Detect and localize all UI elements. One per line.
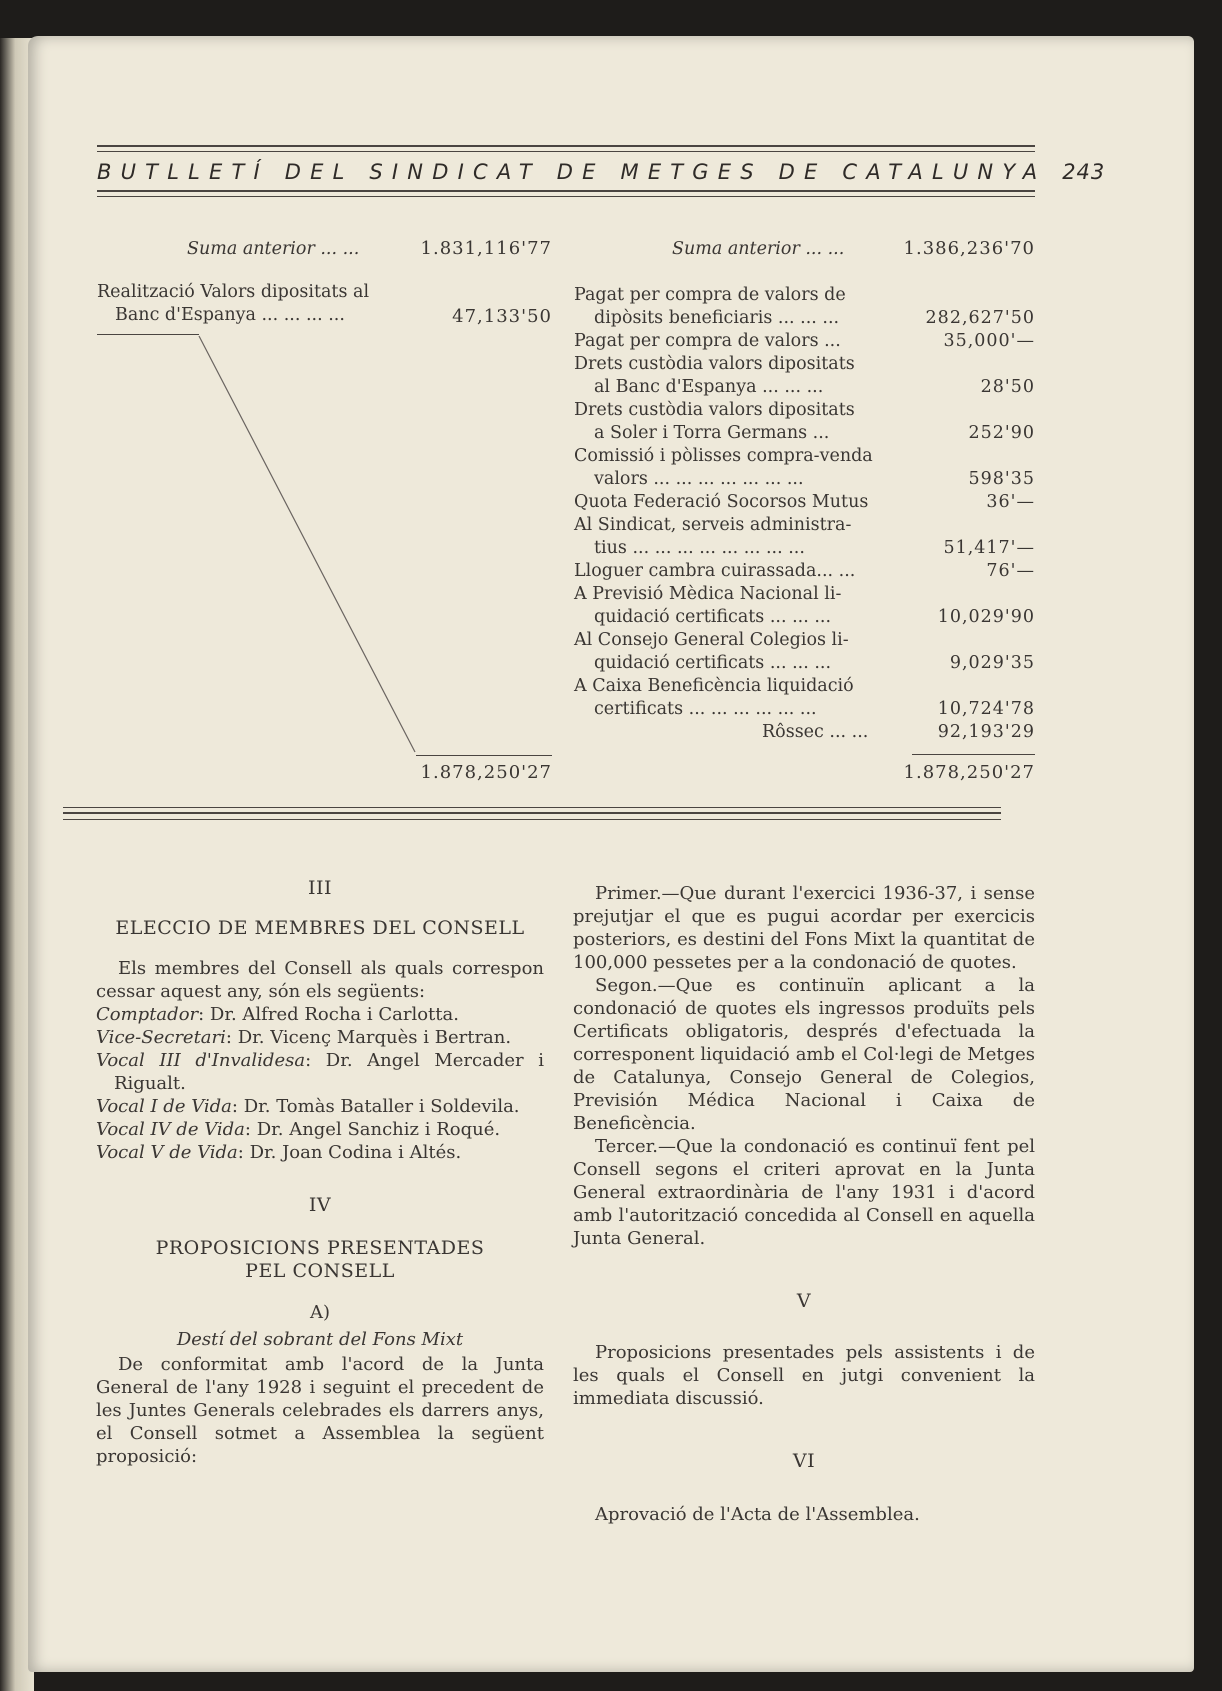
member-name: : Dr. Alfred Rocha i Carlotta.: [198, 1004, 459, 1025]
right-suma-value: 1.386,236'70: [903, 238, 1035, 259]
rv-spacer: [880, 583, 1035, 606]
ri-10-l1: A Caixa Beneficència liquidació: [574, 676, 854, 696]
rv-spacer: [880, 284, 1035, 307]
section-rule-3: [63, 819, 1001, 820]
member-name: : Dr. Vicenç Marquès i Bertran.: [225, 1027, 512, 1048]
rv-2: 28'50: [980, 377, 1035, 397]
header-rule-top-thin: [97, 151, 1035, 152]
ri-1-l1: Pagat per compra de valors ...: [574, 331, 841, 351]
section4-title-1: PROPOSICIONS PRESENTADES: [155, 1237, 485, 1259]
right-total-rule: [912, 754, 1035, 755]
left-item-line2: Banc d'Espanya ... ... ... ...: [115, 305, 345, 325]
header-rule-bottom-thin: [97, 196, 1035, 197]
right-items-values: [880, 284, 1035, 744]
ri-3-l2: a Soler i Torra Germans ...: [594, 423, 830, 443]
journal-title: BUTLLETÍ DEL SINDICAT DE METGES DE CATALUNYA: [97, 160, 1047, 184]
member-name: : Dr. Tomàs Bataller i Soldevila.: [231, 1096, 520, 1117]
section4-paragraph: De conformitat amb l'acord de la Junta General de l'any 1928 i seguint el precedent de les Juntes Generals celebrades els darrers anys, el Consell sotmet a Assemblea la següent proposició:: [96, 1354, 544, 1467]
section5-text: Proposicions presentades pels assistents i de les quals el Consell en jutgi convenient la immediata discussió.: [573, 1342, 1035, 1409]
section6-text: Aprovació de l'Acta de l'Assemblea.: [595, 1504, 920, 1525]
rv-spacer: [880, 629, 1035, 652]
rv-spacer: [880, 514, 1035, 537]
ri-3-l1: Drets custòdia valors dipositats: [574, 400, 855, 420]
section-rule-2: [63, 812, 1001, 814]
section4-subtitle: Destí del sobrant del Fons Mixt: [176, 1329, 464, 1350]
rv-spacer: [880, 675, 1035, 698]
rv-0: 282,627'50: [925, 308, 1035, 328]
left-total-rule: [416, 755, 552, 756]
left-column: [96, 877, 544, 1468]
section5-numeral: V: [796, 1290, 812, 1312]
right-suma-label: Suma anterior ... ...: [672, 239, 845, 259]
rv-spacer: [880, 353, 1035, 376]
rv-6: 51,417'—: [943, 538, 1035, 558]
right-items-labels: [574, 284, 894, 744]
member-role: Comptador: [96, 1004, 199, 1025]
right-total: 1.878,250'27: [903, 762, 1035, 783]
member-role: Vice-Secretari: [96, 1027, 226, 1048]
ri-4-l2: valors ... ... ... ... ... ... ...: [594, 469, 804, 489]
right-column: [573, 882, 1035, 1526]
section3-numeral: III: [307, 877, 333, 899]
ri-0-l2: dipòsits beneficiaris ... ... ...: [594, 308, 840, 328]
left-underline: [97, 334, 199, 335]
rv-3: 252'90: [968, 423, 1035, 443]
member-3: [96, 1095, 544, 1118]
diagonal-line: [199, 336, 415, 752]
header-rule-bottom: [97, 190, 1035, 192]
left-item-line1: Realització Valors dipositats al: [97, 282, 370, 302]
section-rule-1: [63, 807, 1001, 808]
member-role: Vocal III d'Invalidesa: [96, 1050, 306, 1071]
ri-9-l2: quidació certificats ... ... ...: [594, 653, 832, 673]
member-4: [96, 1118, 544, 1141]
section3-title: ELECCIO DE MEMBRES DEL CONSELL: [115, 917, 525, 939]
member-name: : Dr. Angel Mercader i Rigualt.: [114, 1050, 544, 1094]
left-filler-diagonal: [195, 332, 555, 757]
rv-11: 92,193'29: [937, 722, 1035, 742]
rv-7: 76'—: [986, 561, 1035, 581]
ri-2-l1: Drets custòdia valors dipositats: [574, 354, 855, 374]
journal-header: [97, 160, 1106, 184]
rv-5: 36'—: [986, 492, 1035, 512]
ri-6-l2: tius ... ... ... ... ... ... ... ...: [594, 538, 805, 558]
member-role: Vocal I de Vida: [96, 1096, 232, 1117]
ri-7-l1: Lloguer cambra cuirassada... ...: [574, 561, 856, 581]
proposal-primer: Primer.—Que durant l'exercici 1936-37, i sense prejutjar el que es pugui acordar per exercicis posteriors, es destini del Fons Mixt la quantitat de 100,000 pessetes per a la condonació de quotes.: [573, 883, 1035, 973]
ri-9-l1: Al Consejo General Colegios li-: [574, 630, 849, 650]
member-1: [96, 1026, 544, 1049]
ri-4-l1: Comissió i pòlisses compra-venda: [574, 446, 873, 466]
proposal-tercer: Tercer.—Que la condonació es continuï fent pel Consell segons el criteri aprovat en la Junta General extraordinària de l'any 1931 i d'acord amb l'autorització concedida al Consell en aquella Junta General.: [573, 1136, 1035, 1249]
left-item-value: 47,133'50: [452, 306, 552, 327]
member-name: : Dr. Joan Codina i Altés.: [237, 1142, 462, 1163]
section4-sub: A): [309, 1302, 331, 1323]
ri-2-l2: al Banc d'Espanya ... ... ...: [594, 377, 824, 397]
ri-8-l2: quidació certificats ... ... ...: [594, 607, 832, 627]
rv-10: 10,724'78: [937, 699, 1035, 719]
rv-1: 35,000'—: [943, 331, 1035, 351]
rv-4: 598'35: [968, 469, 1035, 489]
left-total: 1.878,250'27: [420, 762, 552, 783]
member-role: Vocal IV de Vida: [96, 1119, 245, 1140]
ri-5-l1: Quota Federació Socorsos Mutus: [574, 492, 869, 512]
section4-numeral: IV: [308, 1194, 332, 1216]
header-rule-top: [97, 145, 1035, 147]
ri-0-l1: Pagat per compra de valors de: [574, 285, 846, 305]
member-2: [96, 1049, 544, 1095]
proposal-segon: Segon.—Que es continuïn aplicant a la condonació de quotes els ingressos produïts pels Certificats obligatoris, després d'efectuada la corresponent liquidació amb el Col·legi de Metges de Catalunya, Consejo General de Colegios, Previsión Médica Nacional i Caixa de Beneficència.: [573, 975, 1035, 1134]
rv-spacer: [880, 399, 1035, 422]
left-suma-value: 1.831,116'77: [420, 238, 552, 259]
ri-6-l1: Al Sindicat, serveis administra-: [574, 515, 852, 535]
member-5: [96, 1141, 544, 1164]
rv-spacer: [880, 445, 1035, 468]
ri-11-l1: Rôssec ... ...: [762, 722, 869, 742]
section6-numeral: VI: [792, 1450, 816, 1472]
ri-10-l2: certificats ... ... ... ... ... ...: [594, 699, 817, 719]
rv-8: 10,029'90: [937, 607, 1035, 627]
page-number: 243: [1062, 160, 1106, 184]
member-name: : Dr. Angel Sanchiz i Roqué.: [244, 1119, 501, 1140]
member-0: [96, 1003, 544, 1026]
section4-title-2: PEL CONSELL: [245, 1260, 395, 1282]
left-suma-label: Suma anterior ... ...: [187, 239, 360, 259]
section3-intro: Els membres del Consell als quals correspon cessar aquest any, són els següents:: [96, 958, 544, 1002]
rv-9: 9,029'35: [949, 653, 1035, 673]
ri-8-l1: A Previsió Mèdica Nacional li-: [574, 584, 842, 604]
member-role: Vocal V de Vida: [96, 1142, 238, 1163]
